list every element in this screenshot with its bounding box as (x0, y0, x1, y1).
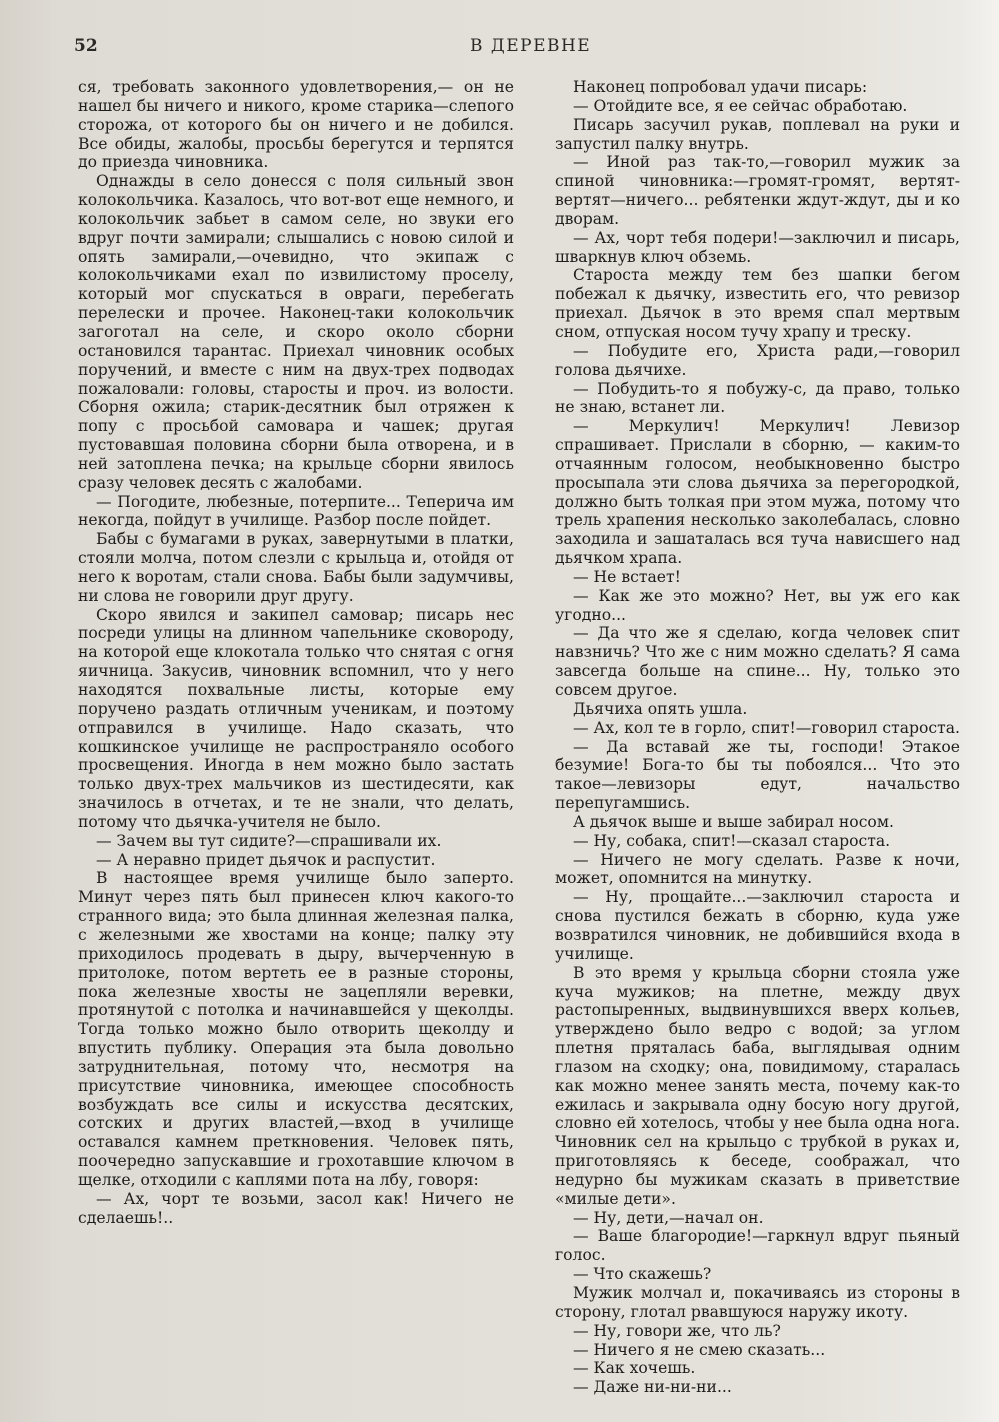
paragraph: Писарь засучил рукав, поплевал на руки и запустил палку внутрь. (555, 115, 960, 153)
paragraph: А дьячок выше и выше забирал носом. (573, 812, 894, 831)
paragraph: — Не встает! (573, 567, 681, 586)
paragraph: Мужик молчал и, покачиваясь из стороны в сторону, глотал рвавшуюся наружу икоту. (555, 1284, 960, 1321)
page-number: 52 (74, 36, 98, 56)
paragraph: — Что скажешь? (573, 1265, 712, 1284)
left-column (78, 78, 514, 1227)
paragraph: — Ах, чорт тебя подери!—заключил и писарь, шваркнув ключ обземь. (555, 228, 960, 266)
paragraph: — Иной раз так-то,—говорил мужик за спиной чиновника:—громят-громят, вертят-вертят—ничего... ребятенки ждут-ждут, ды и ко дворам. (555, 153, 960, 228)
paragraph: — Даже ни-ни-ни... (573, 1378, 732, 1397)
paragraph: — Побудить-то я побужу-с, да право, только не знаю, встанет ли. (555, 379, 960, 417)
paragraph: Наконец попробовал удачи писарь: (573, 78, 868, 96)
paragraph: Староста между тем без шапки бегом побежал к дьячку, известить его, что ревизор приехал. Дьячок в это время спал мертвым сном, отпуская носом тучу храпу и треску. (555, 266, 960, 341)
paragraph: Скоро явился и закипел самовар; писарь нес посреди улицы на длинном чапельнике сковороду, на которой еще клокотала только что снятая с огня яичница. Закусив, чиновник вспомнил, что у него находятся похвальные листы, которые ему поручено раздать отличным ученикам, и поэтому отправился в училище. Надо сказать, что кошкинское училище не распространяло особого просвещения. Иногда в нем можно было застать только двух-трех мальчиков из шестидесяти, как значилось в отчетах, и те не знали, что делать, потому что дьячка-учителя не было. (78, 605, 514, 831)
paragraph: — Ничего я не смею сказать... (573, 1340, 826, 1359)
paragraph: ся, требовать законного удовлетворения,— он не нашел бы ничего и никого, кроме старика—слепого сторожа, от которого бы он ничего и не добился. Все обиды, жалобы, просьбы берегутся и терпятся до приезда чиновника. (78, 78, 514, 172)
paragraph: — Ну, дети,—начал он. (573, 1208, 764, 1227)
paragraph: — Ах, кол те в горло, спит!—говорил староста. (573, 718, 960, 737)
paragraph: Однажды в село донесся с поля сильный звон колокольчика. Казалось, что вот-вот еще немного, и колокольчик забьет в самом селе, но звуки его вдруг почти замирали; слышались с новою силой и опять замирали,—очевидно, что экипаж с колокольчиками ехал по извилистому проселу, который мог спускаться в овраги, перебегать перелески и прочее. Наконец-таки колокольчик загоготал на селе, и скоро около сборни остановился тарантас. Приехал чиновник особых поручений, и вместе с ним на двух-трех подводах пожаловали: головы, старосты и проч. из волости. Сборня ожила; старик-десятник был отряжен к попу с просьбой самовара и чашек; другая пустовавшая половина сборни была отворена, и в ней затоплена печка; на крыльце сборни явилось сразу человек десять с жалобами. (78, 172, 514, 492)
paragraph: В настоящее время училище было заперто. Минут через пять был принесен ключ какого-то странного вида; это была длинная железная палка, с железными же хвостами на конце; палку эту приходилось продевать в дыру, вычерченную в притолоке, потом вертеть ее в разные стороны, пока железные хвосты не зацепляли веревки, протянутой с потолка и начинавшейся у щеколды. Тогда только можно было отворить щеколду и впустить публику. Операция эта была довольно затруднительная, потому что, несмотря на присутствие чиновника, имеющее способность возбуждать все силы и искусства десятских, сотских и других властей,—вход в училище оставался камнем преткновения. Человек пять, поочередно запускавшие и грохотавшие ключом в щелке, отходили с каплями пота на лбу, говоря: (78, 869, 514, 1189)
running-head: В ДЕРЕВНЕ (470, 36, 592, 56)
paragraph: — Как же это можно? Нет, вы уж его как угодно... (555, 586, 960, 624)
paragraph: — Ах, чорт те возьми, засол как! Ничего не сделаешь!.. (78, 1189, 514, 1227)
paragraph: — Как хочешь. (573, 1359, 696, 1378)
paragraph: — Да что же я сделаю, когда человек спит навзничь? Что же с ним можно сделать? Я сама завсегда больше на спине... Ну, только это совсем другое. (555, 624, 960, 699)
paragraph: — Ваше благородие!—гаркнул вдруг пьяный голос. (555, 1227, 960, 1265)
paragraph: — Ну, говори же, что ль? (573, 1321, 781, 1340)
paragraph: — Ну, прощайте...—заключил староста и снова пустился бежать в сборню, куда уже возвратился чиновник, не добившийся входа в училище. (555, 888, 960, 963)
paragraph: — Ну, собака, спит!—сказал староста. (573, 831, 891, 850)
right-column (555, 78, 960, 1397)
paragraph: — Зачем вы тут сидите?—спрашивали их. (96, 831, 442, 850)
paragraph: Бабы с бумагами в руках, завернутыми в платки, стояли молча, потом слезли с крыльца и, отойдя от него к воротам, стали снова. Бабы были задумчивы, ни слова не говорили друг другу. (78, 530, 514, 605)
paragraph: — Да вставай же ты, господи! Этакое безумие! Бога-то бы ты побоялся... Что это такое—левизоры едут, начальство перепугамшись. (555, 737, 960, 813)
paragraph: Дьячиха опять ушла. (573, 699, 748, 718)
paragraph: — А неравно придет дьячок и распустит. (96, 850, 436, 869)
paragraph: В это время у крыльца сборни стояла уже куча мужиков; на плетне, между двух растопыренных, выдвинувшихся вверх кольев, утверждено было ведро с водой; за углом плетня пряталась баба, выглядывая одним глазом на сходку; она, повидимому, старалась как можно менее занять места, почему как-то ежилась и закрывала одну босую ногу другой, словно ей хотелось, чтобы у нее была одна нога. Чиновник сел на крыльцо с трубкой в руках и, приготовляясь к беседе, соображал, что недурно бы мужикам сказать в приветствие «милые дети». (555, 963, 960, 1208)
paragraph: — Меркулич! Меркулич! Левизор спрашивает. Прислали в сборню, — каким-то отчаянным голосом, необыкновенно быстро просыпала эти слова дьячиха за перегородкой, должно быть толкая при этом мужа, потому что трель храпения несколько заколебалась, словно заходила и зашаталась вся туча нависшего над дьячком храпа. (555, 417, 960, 568)
paragraph: — Отойдите все, я ее сейчас обработаю. (573, 96, 908, 115)
paragraph: — Погодите, любезные, потерпите... Теперича им некогда, пойдут в училище. Разбор после пойдет. (78, 492, 514, 530)
paragraph: — Побудите его, Христа ради,—говорил голова дьячихе. (555, 341, 960, 379)
paragraph: — Ничего не могу сделать. Разве к ночи, может, опомнится на минутку. (555, 850, 960, 888)
